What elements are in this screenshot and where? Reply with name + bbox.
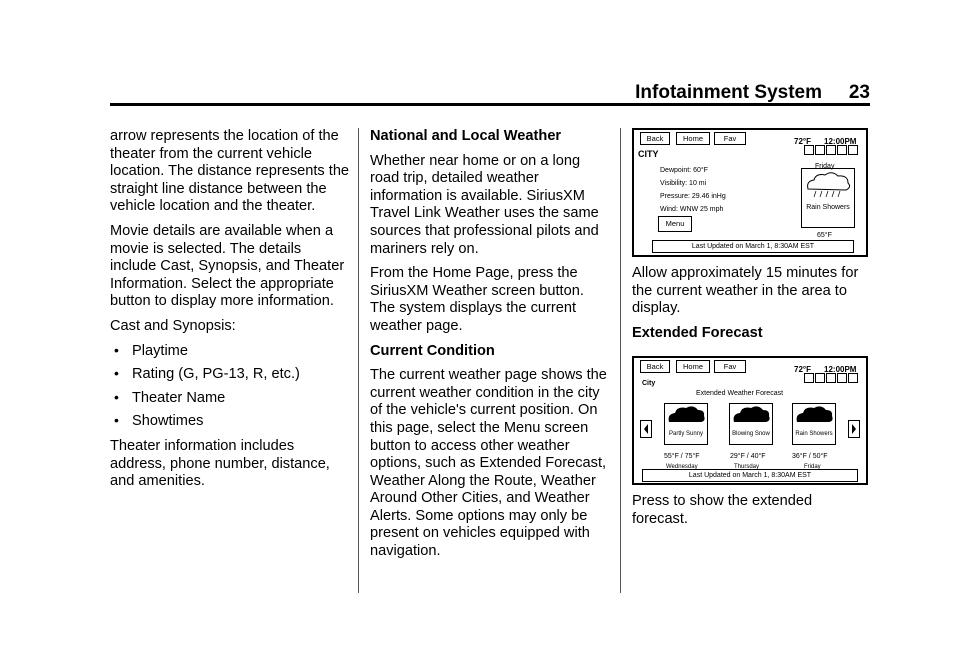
column-2 [370, 128, 610, 568]
header-rule [110, 103, 870, 106]
right-arrow-icon [849, 421, 859, 437]
bullet-icon: • [114, 365, 119, 382]
forecast-day: Friday [815, 163, 835, 170]
cast-list [110, 343, 350, 431]
forecast-temps: 29°F / 40°F [730, 453, 766, 461]
status-icons [804, 373, 858, 383]
caption-2: Press to show the extended forecast. [632, 493, 813, 527]
status-icon [815, 373, 825, 383]
previous-arrow-button[interactable] [640, 420, 652, 438]
column-divider [358, 128, 359, 593]
forecast-day-name: Friday [804, 464, 821, 471]
forecast-day-card [664, 403, 708, 445]
forecast-condition: Blowing Snow [732, 431, 770, 438]
theater-info-paragraph: Theater information includes address, phone number, distance, and amenities. [110, 437, 330, 490]
page-number: 23 [848, 82, 870, 103]
status-icons [804, 145, 858, 155]
forecast-condition: Rain Showers [806, 204, 850, 211]
bullet-icon: • [114, 341, 119, 358]
bullet-icon: • [114, 388, 119, 405]
rain-cloud-icon [802, 169, 854, 199]
outside-temp: 72°F [794, 137, 811, 146]
forecast-temp: 65°F [817, 232, 832, 239]
current-condition-heading: Current Condition [370, 342, 495, 359]
list-item: • Theater Name [114, 388, 226, 406]
city-label: CITY [638, 149, 659, 159]
forecast-day-card [792, 403, 836, 445]
list-item: • Playtime [114, 341, 188, 359]
outside-temp: 72°F [794, 365, 811, 375]
caption-1: Allow approximately 15 minutes for the current weather in the area to display. [632, 265, 859, 317]
weather-paragraph-1: Whether near home or on a long road trip, detailed weather information is available. SiriusXM Travel Link Weather uses the same sources that professional pilots and mariners rely on. [370, 152, 599, 257]
intro-paragraph: arrow represents the location of the theater from the current vehicle location. The distance represents the straight line distance between the vehicle location and the theater. [110, 128, 350, 215]
menu-button[interactable]: Menu [658, 216, 692, 232]
visibility-text: Visibility: 10 mi [660, 180, 707, 187]
last-updated-bar: Last Updated on March 1, 8:30AM EST [642, 469, 858, 482]
extended-forecast-title: Extended Weather Forecast [696, 390, 784, 398]
section-title: Infotainment System [635, 82, 822, 103]
last-updated-bar: Last Updated on March 1, 8:30AM EST [652, 240, 854, 253]
current-weather-screen [632, 128, 868, 257]
column-1 [110, 128, 350, 498]
status-icon [826, 145, 836, 155]
status-icon [837, 145, 847, 155]
status-icon [826, 373, 836, 383]
back-button[interactable]: Back [640, 360, 670, 373]
dewpoint-text: Dewpoint: 60°F [660, 167, 708, 174]
forecast-day-name: Thursday [734, 464, 760, 471]
forecast-panel [801, 168, 855, 228]
back-button[interactable]: Back [640, 132, 670, 145]
column-divider [620, 128, 621, 593]
status-icon [804, 373, 814, 383]
clock-time: 12:00PM [824, 137, 857, 146]
home-button[interactable]: Home [676, 132, 710, 145]
partly-sunny-icon [665, 404, 707, 426]
column-3 [632, 128, 872, 536]
pressure-text: Pressure: 29.46 inHg [660, 193, 726, 200]
status-icon [815, 145, 825, 155]
home-button[interactable]: Home [676, 360, 710, 373]
rain-cloud-icon [793, 404, 835, 426]
weather-paragraph-2: From the Home Page, press the SiriusXM Weather screen button. The system displays the current weather page. [370, 265, 584, 334]
current-condition-paragraph: The current weather page shows the current weather condition in the city of the vehicle's current position. On this page, select the Menu screen button to access other weather options, such as Extended Forecast, Weather Along the Route, Weather Around Other Cities, and Weather Alerts. Some options may only be present on vehicles equipped with navigation. [370, 367, 607, 560]
status-icon [848, 373, 858, 383]
forecast-temps: 55°F / 75°F [664, 453, 700, 461]
status-icon [804, 145, 814, 155]
details-paragraph: Movie details are available when a movie is selected. The details include Cast, Synopsis, and Theater Information. Select the appropriate button to display more information. [110, 222, 345, 310]
cast-heading: Cast and Synopsis: [110, 317, 236, 334]
wind-text: Wind: WNW 25 mph [660, 206, 724, 213]
city-label: City [642, 380, 656, 388]
fav-button[interactable]: Fav [714, 360, 746, 373]
status-icon [837, 373, 847, 383]
list-item: • Showtimes [114, 412, 204, 430]
next-arrow-button[interactable] [848, 420, 860, 438]
list-item: • Rating (G, PG-13, R, etc.) [114, 365, 300, 383]
status-icon [848, 145, 858, 155]
forecast-condition: Rain Showers [795, 431, 833, 438]
extended-forecast-heading: Extended Forecast [632, 324, 763, 341]
forecast-condition: Partly Sunny [668, 431, 704, 438]
forecast-day-card [729, 403, 773, 445]
left-arrow-icon [641, 421, 651, 437]
weather-heading: National and Local Weather [370, 128, 562, 144]
fav-button[interactable]: Fav [714, 132, 746, 145]
snow-cloud-icon [730, 404, 772, 426]
bullet-icon: • [114, 412, 119, 429]
extended-forecast-screen [632, 356, 868, 485]
forecast-temps: 36°F / 50°F [792, 453, 828, 461]
forecast-day-name: Wednesday [666, 464, 698, 471]
clock-time: 12:00PM [824, 365, 857, 375]
